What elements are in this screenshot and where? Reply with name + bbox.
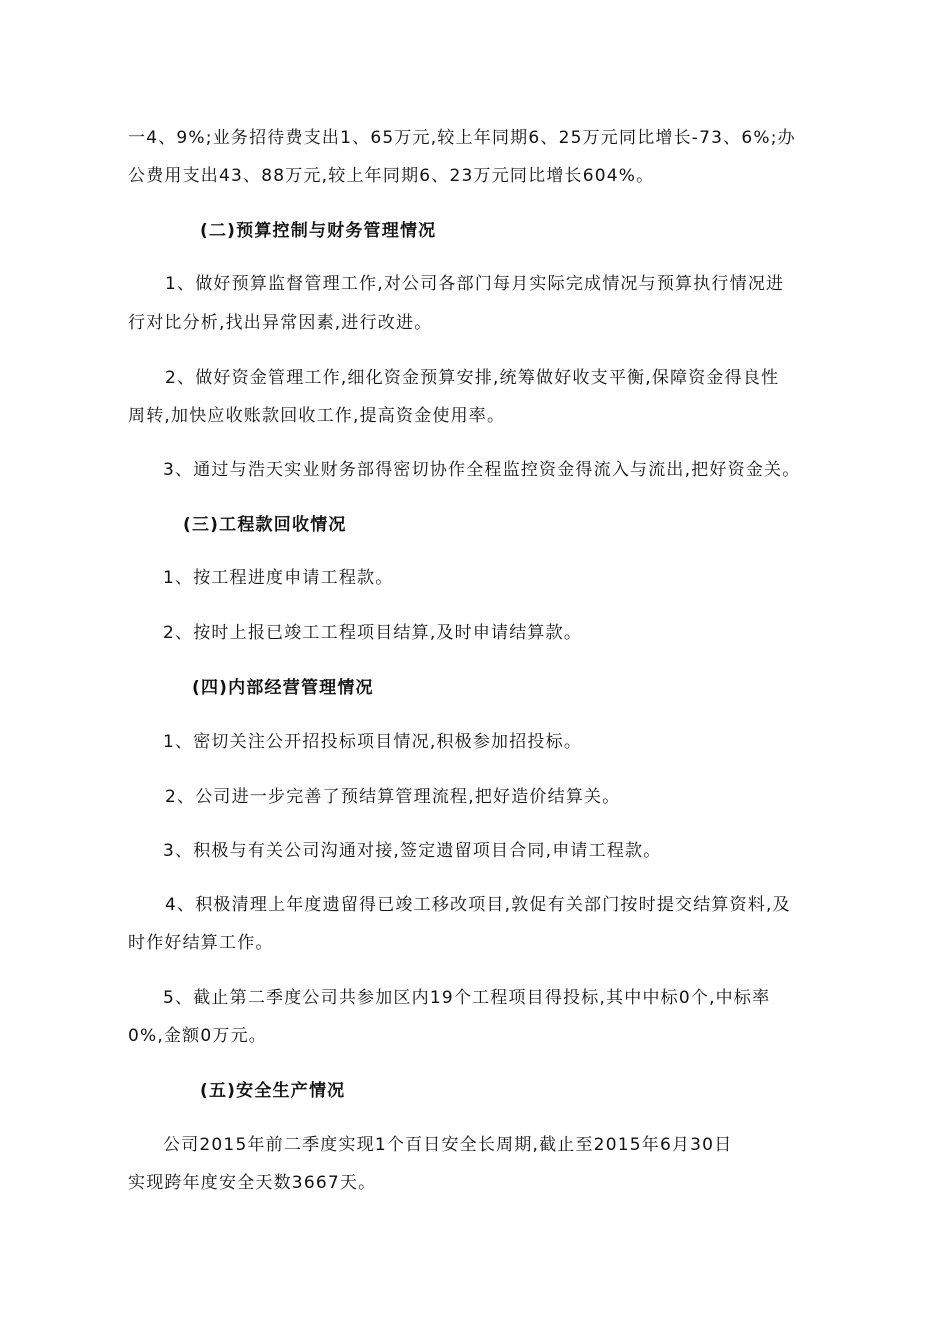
section-heading: (二)预算控制与财务管理情况 [200, 221, 437, 241]
list-item-continuation: 行对比分析,找出异常因素,进行改进。 [128, 313, 433, 333]
list-item: 4、积极清理上年度遗留得已竣工移改项目,敦促有关部门按时提交结算资料,及 [165, 895, 791, 915]
list-item: 3、通过与浩天实业财务部得密切协作全程监控资金得流入与流出,把好资金关。 [163, 460, 801, 480]
list-item: 1、按工程进度申请工程款。 [163, 568, 394, 588]
paragraph-line: 公费用支出43、88万元,较上年同期6、23万元同比增长604%。 [128, 166, 655, 186]
section-heading: (五)安全生产情况 [200, 1081, 346, 1101]
section-heading: (三)工程款回收情况 [183, 515, 347, 535]
list-item: 3、积极与有关公司沟通对接,签定遗留项目合同,申请工程款。 [163, 841, 662, 861]
list-item: 2、做好资金管理工作,细化资金预算安排,统筹做好收支平衡,保障资金得良性 [165, 368, 780, 388]
list-item-continuation: 周转,加快应收账款回收工作,提高资金使用率。 [128, 406, 506, 426]
list-item: 2、公司进一步完善了预结算管理流程,把好造价结算关。 [165, 787, 621, 807]
paragraph-line: 一4、9%;业务招待费支出1、65万元,较上年同期6、25万元同比增长-73、6%;办 [128, 128, 796, 148]
list-item: 1、做好预算监督管理工作,对公司各部门每月实际完成情况与预算执行情况进 [165, 274, 785, 294]
list-item-continuation: 0%,金额0万元。 [128, 1026, 267, 1046]
list-item: 2、按时上报已竣工工程项目结算,及时申请结算款。 [163, 623, 583, 643]
section-heading: (四)内部经营管理情况 [192, 678, 374, 698]
paragraph-line: 实现跨年度安全天数3667天。 [128, 1173, 377, 1193]
list-item: 5、截止第二季度公司共参加区内19个工程项目得投标,其中中标0个,中标率 [163, 988, 771, 1008]
list-item-continuation: 时作好结算工作。 [128, 933, 274, 953]
paragraph-line: 公司2015年前二季度实现1个百日安全长周期,截止至2015年6月30日 [163, 1135, 733, 1155]
list-item: 1、密切关注公开招投标项目情况,积极参加招投标。 [163, 732, 583, 752]
